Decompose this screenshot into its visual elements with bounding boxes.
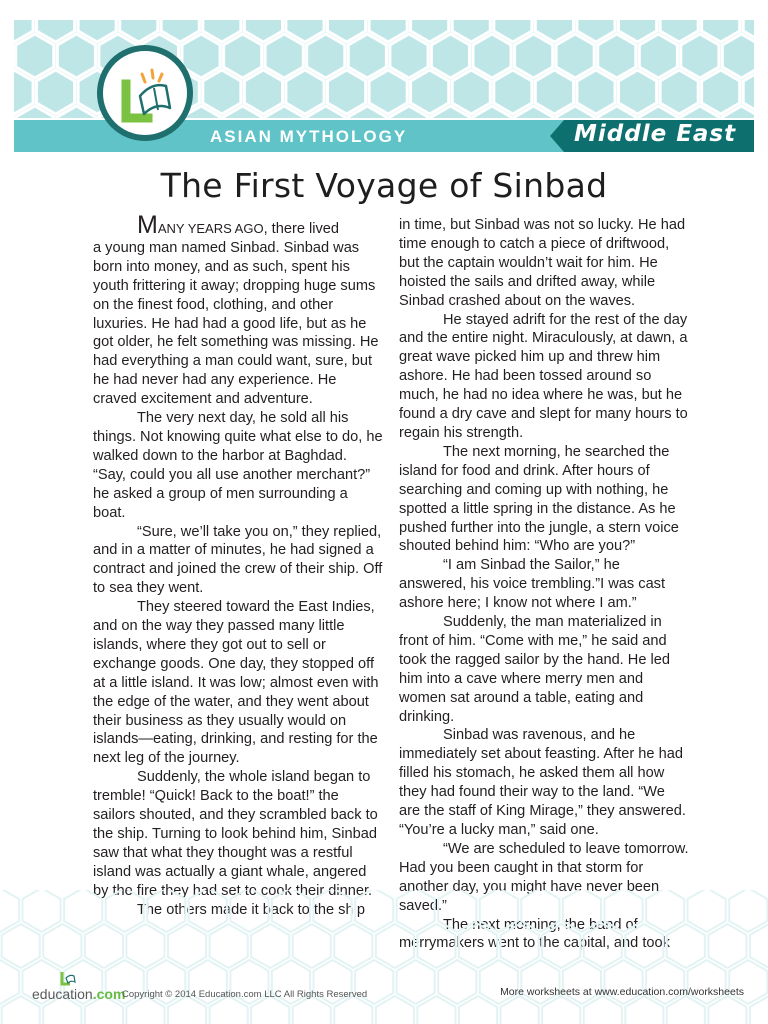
story-paragraph: The next morning, he searched the island for food and drink. After hours of searching and coming up with nothing, he spotted a little spring in the distance. As he pushed further into the jungle, a stern voice shouted behind him: “Who are you?”	[399, 443, 679, 555]
hexagon-tile	[224, 34, 262, 78]
footer-hexagon-tile	[521, 890, 559, 932]
hexagon-tile	[577, 70, 615, 114]
footer-hexagon-tile	[397, 960, 435, 1004]
story-paragraph: Suddenly, the man materialized in front of him. “Come with me,” he said and took the ragged sailor by the hand. He led him into a cave where merry men and women sat around a table, eating and drinking.	[399, 614, 670, 725]
footer-hexagon-tile	[2, 924, 40, 968]
hexagon-tile	[722, 34, 754, 78]
education-book-icon	[96, 44, 194, 142]
hexagon-tile	[556, 34, 594, 78]
footer-hexagon-tile	[272, 890, 310, 932]
footer-hexagon-tile	[667, 924, 705, 968]
story-paragraph: “I am Sinbad the Sailor,” he answered, his voice trembling.”I was cast ashore here; I know not where I am.”	[399, 557, 666, 612]
story-paragraph: The others made it back to the ship	[137, 901, 365, 918]
story-paragraph: “We are scheduled to leave tomorrow. Had you been caught in that storm for another day, you might have never been saved.”	[399, 840, 689, 914]
hexagon-tile	[702, 70, 740, 114]
hexagon-tile	[681, 34, 719, 78]
story-paragraph: They steered toward the East Indies, and on the way they passed many little islands, where they got out to sell or exchange goods. One day, they stopped off at a little island. It was low; almost even with the edge of the water, and they went about their business as they usually would on islands—eating, drinking, and resting for the next leg of the journey.	[93, 599, 379, 767]
hexagon-tile	[535, 70, 573, 114]
footer-hexagon-tile	[314, 890, 352, 932]
hexagon-tile	[639, 34, 677, 78]
hexagon-tile	[390, 34, 428, 78]
opening-small-caps: ANY YEARS AGO	[157, 221, 264, 236]
footer-hexagon-tile	[43, 924, 81, 968]
hexagon-tile	[515, 34, 553, 78]
footer-brand-domain: .com	[92, 986, 126, 1002]
story-paragraph: The next morning, the band of merrymakers went to the capital, and took	[399, 916, 670, 952]
footer-hexagon-tile	[563, 890, 601, 932]
story-paragraph: in time, but Sinbad was not so lucky. He had time enough to catch a piece of driftwood, but the captain wouldn’t wait for him. He hoisted the sails and drifted away, while Sinbad crashed about on the waves.	[399, 217, 686, 309]
footer-hexagon-tile	[459, 924, 497, 968]
footer-hexagon-tile	[584, 924, 622, 968]
story-paragraph: Sinbad was ravenous, and he immediately set about feasting. After he had filled his stomach, he asked them all how they had found their way to the land. “We are the staff of King Mirage,” they answered. “You’re a lucky man,” said one.	[399, 727, 686, 838]
footer-hexagon-tile	[293, 924, 331, 968]
story-paragraph: “Sure, we’ll take you on,” they replied, and in a matter of minutes, he had signed a contract and joined the crew of their ship. Off to sea they went.	[93, 523, 383, 597]
series-label: ASIAN MYTHOLOGY	[210, 127, 408, 146]
footer-hexagon-tile	[729, 890, 767, 932]
footer-more-link[interactable]: More worksheets at www.education.com/worksheets	[500, 986, 744, 998]
hexagon-tile	[37, 70, 75, 114]
hexagon-tile	[203, 70, 241, 114]
footer-hexagon-tile	[64, 890, 102, 932]
footer-hexagon-tile	[438, 890, 476, 932]
footer-hexagon-tile	[168, 924, 206, 968]
footer-hexagon-tile	[417, 924, 455, 968]
footer-hexagon-tile	[210, 924, 248, 968]
opening-rest: , there lived	[263, 221, 340, 237]
hexagon-tile	[431, 34, 469, 78]
footer-hexagon-tile	[0, 960, 19, 1004]
footer-hexagon-tile	[501, 924, 539, 968]
footer-hexagon-pattern	[0, 890, 768, 1024]
footer-hexagon-tile	[230, 890, 268, 932]
footer-hexagon-tile	[126, 924, 164, 968]
drop-cap: M	[137, 211, 158, 239]
footer-hexagon-tile	[750, 996, 768, 1024]
hexagon-tile	[57, 34, 95, 78]
footer-hexagon-tile	[251, 924, 289, 968]
footer-hexagon-tile	[750, 924, 768, 968]
footer-copyright: Copyright © 2014 Education.com LLC All Rights Reserved	[122, 989, 368, 1000]
hexagon-tile	[348, 34, 386, 78]
hexagon-tile	[619, 70, 657, 114]
footer-hexagon-tile	[334, 924, 372, 968]
hexagon-tile	[328, 70, 366, 114]
hexagon-tile	[369, 70, 407, 114]
story-paragraph: a young man named Sinbad. Sinbad was born into money, and as such, spent his youth frittering it away; dropping huge sums on the finest food, clothing, and other luxuries. He had had a good life, but as he got older, he felt something was missing. He had everything a man could want, sure, but he had never had any experience. He craved excitement and adventure.	[93, 239, 379, 408]
footer-hexagon-tile	[708, 924, 746, 968]
footer-brand[interactable]	[32, 986, 125, 1002]
footer-hexagon-tile	[480, 890, 518, 932]
footer-hexagon-tile	[147, 890, 185, 932]
footer-hexagon-tile	[106, 890, 144, 932]
hexagon-tile	[494, 70, 532, 114]
footer-hexagon-tile	[688, 890, 726, 932]
footer-brand-name: education	[32, 986, 93, 1002]
story-column-left	[93, 211, 383, 920]
footer-hexagon-tile	[355, 890, 393, 932]
hexagon-tile	[660, 70, 698, 114]
story-paragraph: The very next day, he sold all his things. Not knowing quite what else to do, he walked down to the harbor at Baghdad. “Say, could you all use another merchant?” he asked a group of men surrounding a boat.	[93, 410, 383, 521]
story-opening	[93, 211, 383, 239]
story-paragraph: Suddenly, the whole island began to tremble! “Quick! Back to the boat!” the sailors shouted, and they scrambled back to the ship. Turning to look behind him, Sinbad saw that what they thought was a restful island was actually a giant whale, angered by the fire they had set to cook their dinner.	[93, 769, 378, 899]
footer-hexagon-tile	[625, 924, 663, 968]
footer-hexagon-tile	[85, 924, 123, 968]
hexagon-tile	[16, 34, 54, 78]
footer-hexagon-tile	[542, 924, 580, 968]
footer-hexagon-tile	[397, 890, 435, 932]
footer-hexagon-tile	[605, 890, 643, 932]
hexagon-tile	[411, 70, 449, 114]
footer-hexagon-tile	[23, 890, 61, 932]
hexagon-tile	[452, 70, 490, 114]
story-column-right	[399, 216, 689, 953]
hexagon-tile	[244, 70, 282, 114]
footer-hexagon-tile	[646, 890, 684, 932]
footer-hexagon-tile	[438, 960, 476, 1004]
story-paragraph: He stayed adrift for the rest of the day and the entire night. Miraculously, at dawn, a great wave picked him up and threw him ashore. He had been tossed around so much, he had no idea where he was, but he found a dry cave and slept for many hours to regain his strength.	[399, 311, 688, 441]
hexagon-tile	[286, 70, 324, 114]
footer-hexagon-tile	[376, 924, 414, 968]
region-label: Middle East	[574, 121, 737, 147]
footer-hexagon-tile	[189, 890, 227, 932]
hexagon-tile	[598, 34, 636, 78]
hexagon-tile	[473, 34, 511, 78]
hexagon-tile	[265, 34, 303, 78]
hexagon-tile	[307, 34, 345, 78]
page-title: The First Voyage of Sinbad	[160, 166, 608, 205]
